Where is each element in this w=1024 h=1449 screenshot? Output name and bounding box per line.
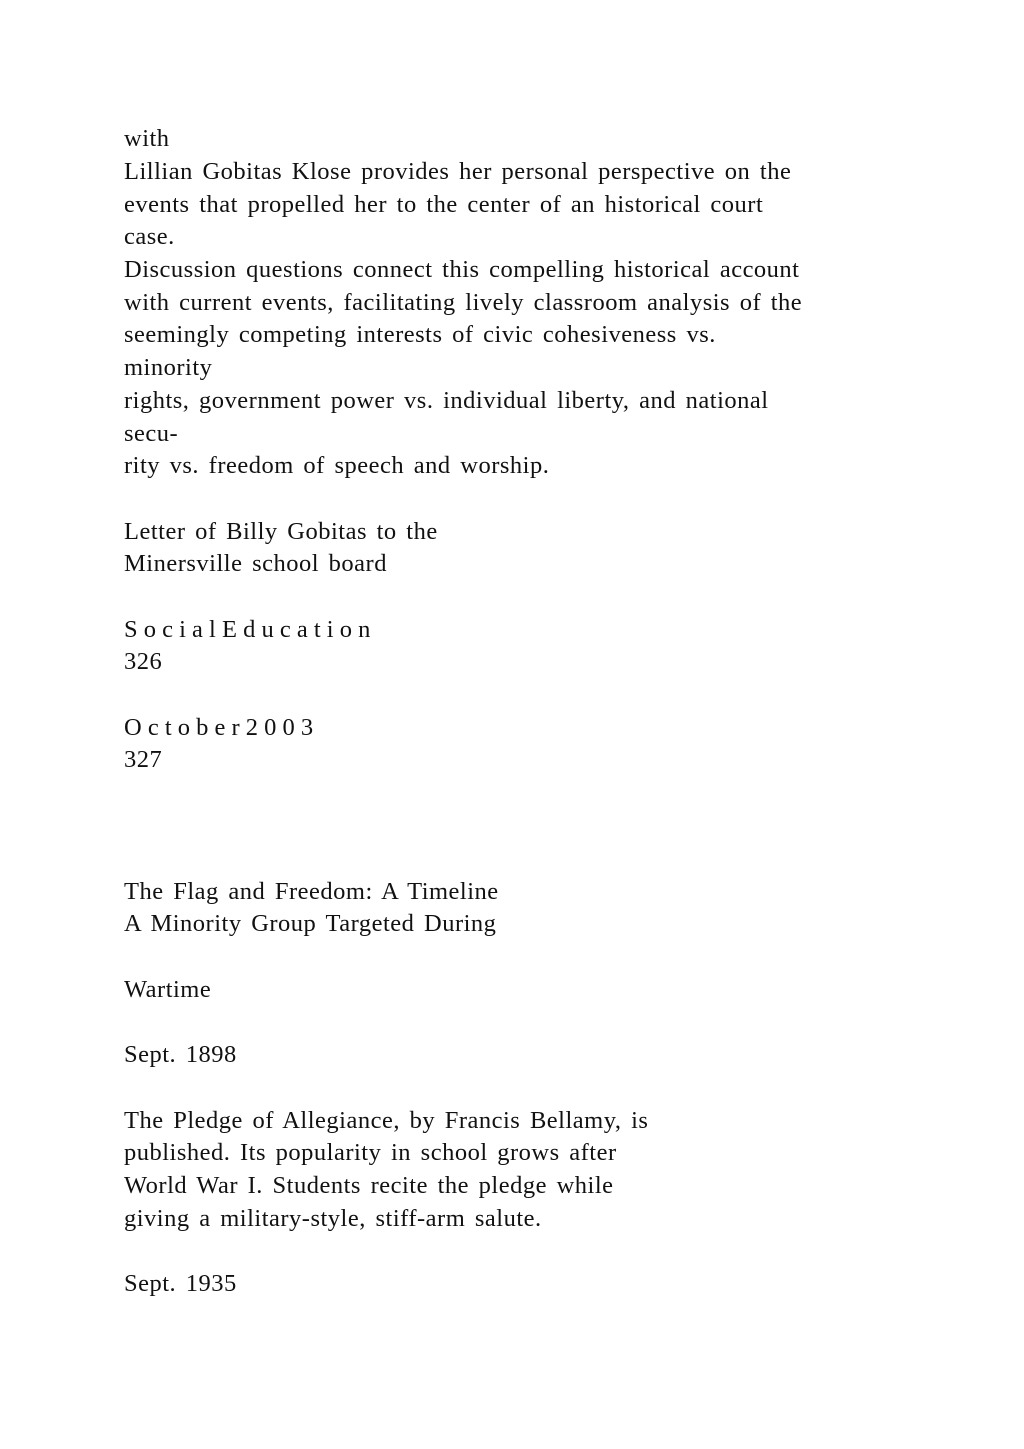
section-heading: The Flag and Freedom: A Timeline	[124, 878, 499, 905]
text-line: Discussion questions connect this compelling historical account	[124, 256, 800, 283]
text-line: rity vs. freedom of speech and worship.	[124, 452, 550, 479]
running-header-journal: S o c i a l E d u c a t i o n	[124, 616, 371, 643]
text-line: with current events, facilitating lively classroom analysis of the	[124, 289, 803, 316]
text-line: Minersville school board	[124, 550, 387, 577]
running-header-date: O c t o b e r 2 0 0 3	[124, 714, 314, 741]
text-line: minority	[124, 354, 213, 381]
text-line: World War I. Students recite the pledge while	[124, 1172, 614, 1199]
page-number: 326	[124, 648, 163, 675]
text-line: with	[124, 125, 170, 152]
timeline-date: Sept. 1935	[124, 1270, 237, 1297]
text-line: Lillian Gobitas Klose provides her personal perspective on the	[124, 158, 792, 185]
page-number: 327	[124, 746, 163, 773]
text-line: Letter of Billy Gobitas to the	[124, 518, 438, 545]
text-line: giving a military-style, stiff-arm salute.	[124, 1205, 542, 1232]
text-line: secu-	[124, 420, 179, 447]
text-line: published. Its popularity in school grows after	[124, 1139, 617, 1166]
text-line: The Pledge of Allegiance, by Francis Bellamy, is	[124, 1107, 649, 1134]
text-line: Wartime	[124, 976, 212, 1003]
text-line: case.	[124, 223, 175, 250]
text-line: seemingly competing interests of civic cohesiveness vs.	[124, 321, 716, 348]
timeline-date: Sept. 1898	[124, 1041, 237, 1068]
text-line: rights, government power vs. individual liberty, and national	[124, 387, 769, 414]
text-line: events that propelled her to the center of an historical court	[124, 191, 764, 218]
section-heading: A Minority Group Targeted During	[124, 910, 497, 937]
